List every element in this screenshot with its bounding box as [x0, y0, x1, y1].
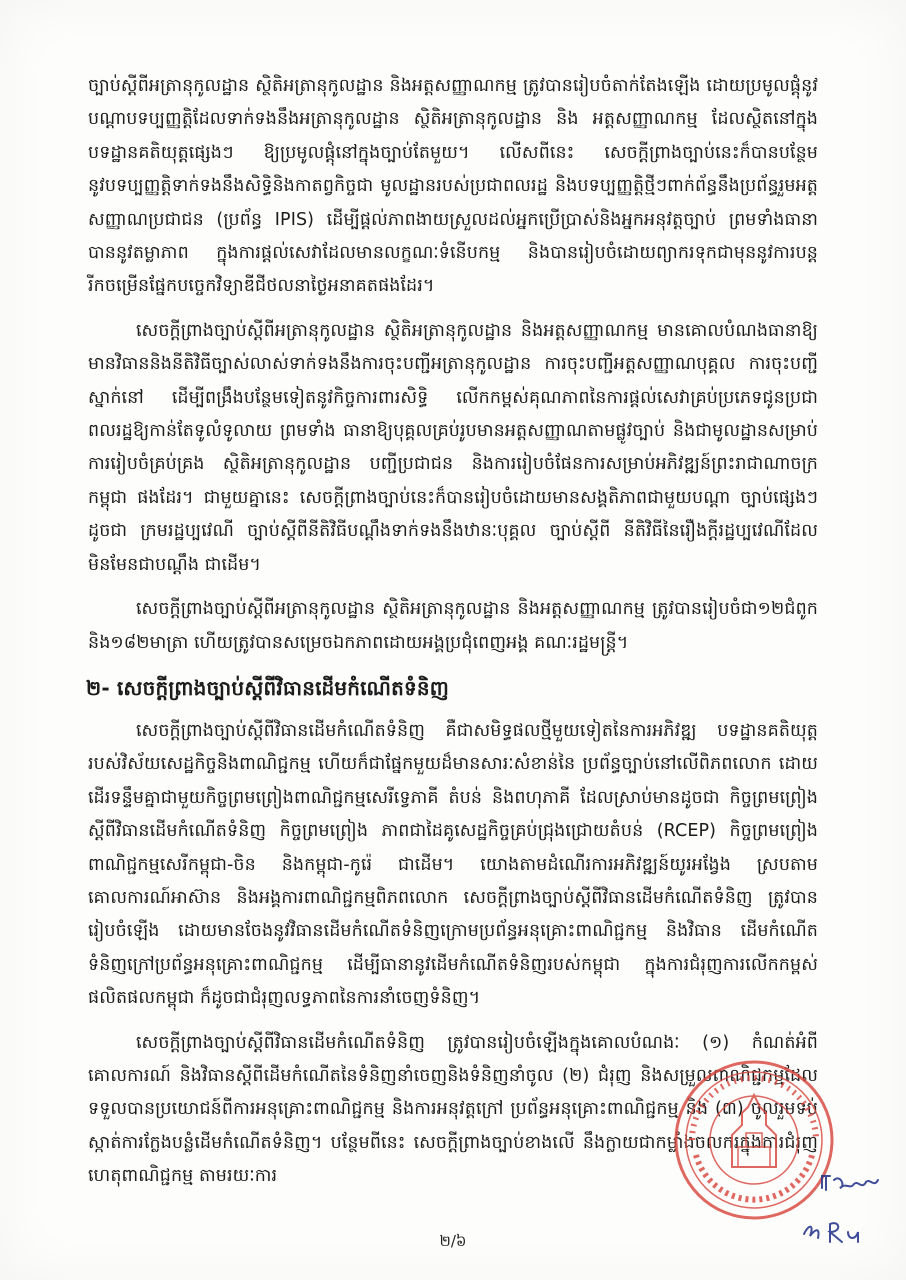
- page-number: ២/៦: [439, 1232, 467, 1250]
- paragraph: សេចក្តីព្រាងច្បាប់ស្តីពីវិធានដើមកំណើតទំនិញ គឺជាសមិទ្ធផលថ្មីមួយទៀតនៃការអភិវឌ្ឍ បទដ្ឋានគតិយុត្តរបស់វិស័យសេដ្ឋកិច្ចនិងពាណិជ្ជកម្ម ហើយក៏ជាផ្នែកមួយដ៏មានសារៈសំខាន់នៃ ប្រព័ន្ធច្បាប់នៅលើពិភពលោក ដោយដើរទន្ទឹមគ្នាជាមួយកិច្ចព្រមព្រៀងពាណិជ្ជកម្មសេរីទ្វេភាគី តំបន់ និងពហុភាគី ដែលស្រាប់មានដូចជា កិច្ចព្រមព្រៀងស្តីពីវិធានដើមកំណើតទំនិញ កិច្ចព្រមព្រៀង ភាពជាដៃគូសេដ្ឋកិច្ចគ្រប់ជ្រុងជ្រោយតំបន់ (RCEP) កិច្ចព្រមព្រៀងពាណិជ្ជកម្មសេរីកម្ពុជា-ចិន និងកម្ពុជា-កូរ៉េ ជាដើម។ យោងតាមដំណើរការអភិវឌ្ឍន៍យូរអង្វែង ស្របតាមគោលការណ៍អាស៊ាន និងអង្គការពាណិជ្ជកម្មពិភពលោក សេចក្តីព្រាងច្បាប់ស្តីពីវិធានដើមកំណើតទំនិញ ត្រូវបាន រៀបចំឡើង ដោយមានចែងនូវវិធានដើមកំណើតទំនិញក្រោមប្រព័ន្ធអនុគ្រោះពាណិជ្ជកម្ម និងវិធាន ដើមកំណើតទំនិញក្រៅប្រព័ន្ធអនុគ្រោះពាណិជ្ជកម្ម ដើម្បីធានានូវដើមកំណើតទំនិញរបស់កម្ពុជា ក្នុងការជំរុញការលើកកម្ពស់ផលិតផលកម្ពុជា ក៏ដូចជាជំរុញលទ្ធភាពនៃការនាំចេញទំនិញ។: [88, 720, 818, 1009]
- paragraph: សេចក្តីព្រាងច្បាប់ស្តីពីអត្រានុកូលដ្ឋាន ស្ថិតិអត្រានុកូលដ្ឋាន និងអត្តសញ្ញាណកម្ម ត្រូវបានរៀបចំជា១២ជំពូក និង១៨២មាត្រា ហើយត្រូវបានសម្រេចឯកភាពដោយអង្គប្រជុំពេញអង្គ គណៈរដ្ឋមន្ត្រី។: [88, 599, 818, 653]
- section-heading: ២- សេចក្តីព្រាងច្បាប់ស្តីពីវិធានដើមកំណើតទំនិញ: [86, 675, 450, 700]
- document-body: [88, 70, 818, 1205]
- paragraph: ច្បាប់ស្តីពីអត្រានុកូលដ្ឋាន ស្ថិតិអត្រានុកូលដ្ឋាន និងអត្តសញ្ញាណកម្ម ត្រូវបានរៀបចំតាក់តែងឡើង ដោយប្រមូលផ្តុំនូវបណ្តាបទប្បញ្ញត្តិដែលទាក់ទងនឹងអត្រានុកូលដ្ឋាន ស្ថិតិអត្រានុកូលដ្ឋាន និង អត្តសញ្ញាណកម្ម ដែលស្ថិតនៅក្នុងបទដ្ឋានគតិយុត្តផ្សេងៗ ឱ្យប្រមូលផ្តុំនៅក្នុងច្បាប់តែមួយ។ លើសពីនេះ សេចក្តីព្រាងច្បាប់នេះក៏បានបន្ថែមនូវបទប្បញ្ញត្តិទាក់ទងនឹងសិទ្ធិនិងកាតព្វកិច្ចជា មូលដ្ឋានរបស់ប្រជាពលរដ្ឋ និងបទប្បញ្ញត្តិថ្មីៗពាក់ព័ន្ធនឹងប្រព័ន្ធរួមអត្តសញ្ញាណប្រជាជន (ប្រព័ន្ធ IPIS) ដើម្បីផ្តល់ភាពងាយស្រួលដល់អ្នកប្រើប្រាស់និងអ្នកអនុវត្តច្បាប់ ព្រមទាំងធានាបាននូវតម្លាភាព ក្នុងការផ្តល់សេវាដែលមានលក្ខណៈទំនើបកម្ម និងបានរៀបចំដោយព្យាករទុកជាមុននូវការបន្ត រីកចម្រើនផ្នែកបច្ចេកវិទ្យាឌីជីថលនាថ្ងៃអនាគតផងដែរ។: [88, 76, 818, 297]
- paragraph: សេចក្តីព្រាងច្បាប់ស្តីពីអត្រានុកូលដ្ឋាន ស្ថិតិអត្រានុកូលដ្ឋាន និងអត្តសញ្ញាណកម្ម មានគោលបំណងធានាឱ្យមានវិធាននិងនីតិវិធីច្បាស់លាស់ទាក់ទងនឹងការចុះបញ្ជីអត្រានុកូលដ្ឋាន ការចុះបញ្ជីអត្តសញ្ញាណបុគ្គល ការចុះបញ្ជីស្នាក់នៅ ដើម្បីពង្រឹងបន្ថែមទៀតនូវកិច្ចការពារសិទ្ធិ លើកកម្ពស់គុណភាពនៃការផ្តល់សេវាគ្រប់ប្រភេទជូនប្រជាពលរដ្ឋឱ្យកាន់តែទូលំទូលាយ ព្រមទាំង ធានាឱ្យបុគ្គលគ្រប់រូបមានអត្តសញ្ញាណតាមផ្លូវច្បាប់ និងជាមូលដ្ឋានសម្រាប់ការរៀបចំគ្រប់គ្រង ស្ថិតិអត្រានុកូលដ្ឋាន បញ្ជីប្រជាជន និងការរៀបចំផែនការសម្រាប់អភិវឌ្ឍន៍ព្រះរាជាណាចក្រកម្ពុជា ផងដែរ។ ជាមួយគ្នានេះ សេចក្តីព្រាងច្បាប់នេះក៏បានរៀបចំដោយមានសង្គតិភាពជាមួយបណ្តា ច្បាប់ផ្សេងៗដូចជា ក្រមរដ្ឋប្បវេណី ច្បាប់ស្តីពីនីតិវិធីបណ្តឹងទាក់ទងនឹងឋានៈបុគ្គល ច្បាប់ស្តីពី នីតិវិធីនៃរឿងក្តីរដ្ឋប្បវេណីដែលមិនមែនជាបណ្តឹង ជាដើម។: [88, 320, 818, 575]
- paragraph: សេចក្តីព្រាងច្បាប់ស្តីពីវិធានដើមកំណើតទំនិញ ត្រូវបានរៀបចំឡើងក្នុងគោលបំណងៈ (១) កំណត់អំពីគោលការណ៍ និងវិធានស្តីពីដើមកំណើតនៃទំនិញនាំចេញនិងទំនិញនាំចូល (២) ជំរុញ និងសម្រួលពាណិជ្ជកម្មដែលទទួលបានប្រយោជន៍ពីការអនុគ្រោះពាណិជ្ជកម្ម និងការអនុវត្តក្រៅ ប្រព័ន្ធអនុគ្រោះពាណិជ្ជកម្ម និង (៣) ចូលរួមទប់ស្កាត់ការក្លែងបន្លំដើមកំណើតទំនិញ។ បន្ថែមពីនេះ សេចក្តីព្រាងច្បាប់ខាងលើ នឹងក្លាយជាកម្លាំងចលករក្នុងការជំរុញហេតុពាណិជ្ជកម្ម តាមរយៈការ: [88, 1032, 818, 1187]
